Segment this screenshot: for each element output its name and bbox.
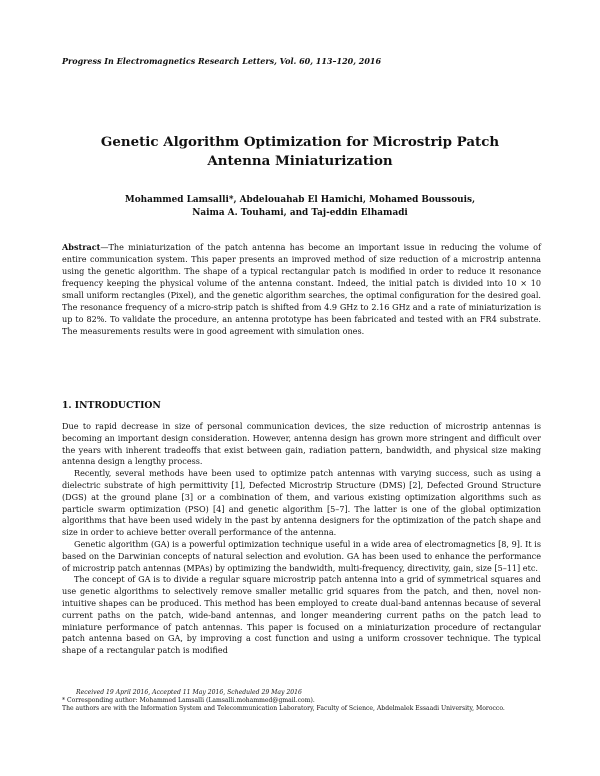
abstract-text: —The miniaturization of the patch antenna has become an important issue in reducing the volume of entire communication system. This paper presents an improved method of size reduction of a microstrip antenna using the genetic algorithm. The shape of a typical rectangular patch is modified in order to reduce it resonance frequency keeping the physical volume of the antenna constant. Indeed, the initial patch is divided into 10 × 10 small uniform rectangles (Pixel), and the genetic algorithm searches, the optimal configuration for the desired goal. The resonance frequency of a micro-strip patch is shifted from 4.9 GHz to 2.16 GHz and a rate of miniaturization is up to 82%. To validate the procedure, an antenna prototype has been fabricated and tested with an FR4 substrate. The measurements results were in good agreement with simulation ones. <box>62 242 541 336</box>
title-line-1: Genetic Algorithm Optimization for Microstrip Patch <box>100 134 500 150</box>
authors-line-1: Mohammed Lamsalli*, Abdelouahab El Hamichi, Mohamed Boussouis, <box>124 195 476 205</box>
authors-line-2: Naima A. Touhami, and Taj-eddin Elhamadi <box>192 208 408 218</box>
affiliation: The authors are with the Information System and Telecommunication Laboratory, Faculty of Science, Abdelmalek Essaadi University, Morocco. <box>62 705 505 713</box>
introduction-body <box>62 421 541 657</box>
section-heading-introduction: 1. INTRODUCTION <box>62 400 161 411</box>
footnotes <box>62 689 541 713</box>
journal-header: Progress In Electromagnetics Research Letters, Vol. 60, 113–120, 2016 <box>62 56 382 66</box>
paragraph: Recently, several methods have been used to optimize patch antennas with varying success, such as using a dielectric substrate of high permittivity [1], Defected Microstrip Structure (DMS) [2], Defected Ground Structure (DGS) at the ground plane [3] or a combination of them, and various existing optimization algorithms such as particle swarm optimization (PSO) [4] and genetic algorithm [5–7]. The latter is one of the global optimization algorithms that have been used widely in the past by antenna designers for the optimization of the patch shape and size in order to achieve better overall performance of the antenna. <box>62 468 541 538</box>
paper-title <box>60 133 540 171</box>
paragraph: Genetic algorithm (GA) is a powerful optimization technique useful in a wide area of electromagnetics [8, 9]. It is based on the Darwinian concepts of natural selection and evolution. GA has been used to enhance the performance of microstrip patch antennas (MPAs) by optimizing the bandwidth, multi-frequency, directivity, gain, size [5–11] etc. <box>62 538 541 573</box>
abstract-label: Abstract <box>62 242 101 252</box>
title-line-2: Antenna Miniaturization <box>207 153 393 169</box>
abstract <box>62 241 541 337</box>
paragraph: The concept of GA is to divide a regular square microstrip patch antenna into a grid of symmetrical squares and use genetic algorithms to selectively remove smaller metallic grid squares from the patch, and then, novel non-intuitive shapes can be produced. This method has been employed to create dual-band antennas because of several current paths on the patch, wide-band antennas, and longer meandering current paths on the patch lead to miniature performance of patch antennas. This paper is focused on a miniaturization procedure of rectangular patch antenna based on GA, by improving a cost function and using a uniform crossover technique. The typical shape of a rectangular patch is modified <box>62 574 541 656</box>
author-list <box>60 194 540 220</box>
received-dates: Received 19 April 2016, Accepted 11 May 2016, Scheduled 29 May 2016 <box>76 689 302 696</box>
corresponding-author: * Corresponding author: Mohammed Lamsalli (Lamsalli.mohammed@gmail.com). <box>62 697 315 705</box>
paragraph: Due to rapid decrease in size of personal communication devices, the size reduction of microstrip antennas is becoming an important design consideration. However, antenna design has grown more stringent and difficult over the years with inherent tradeoffs that exist between gain, radiation pattern, bandwidth, and physical size making antenna design a lengthy process. <box>62 421 541 467</box>
